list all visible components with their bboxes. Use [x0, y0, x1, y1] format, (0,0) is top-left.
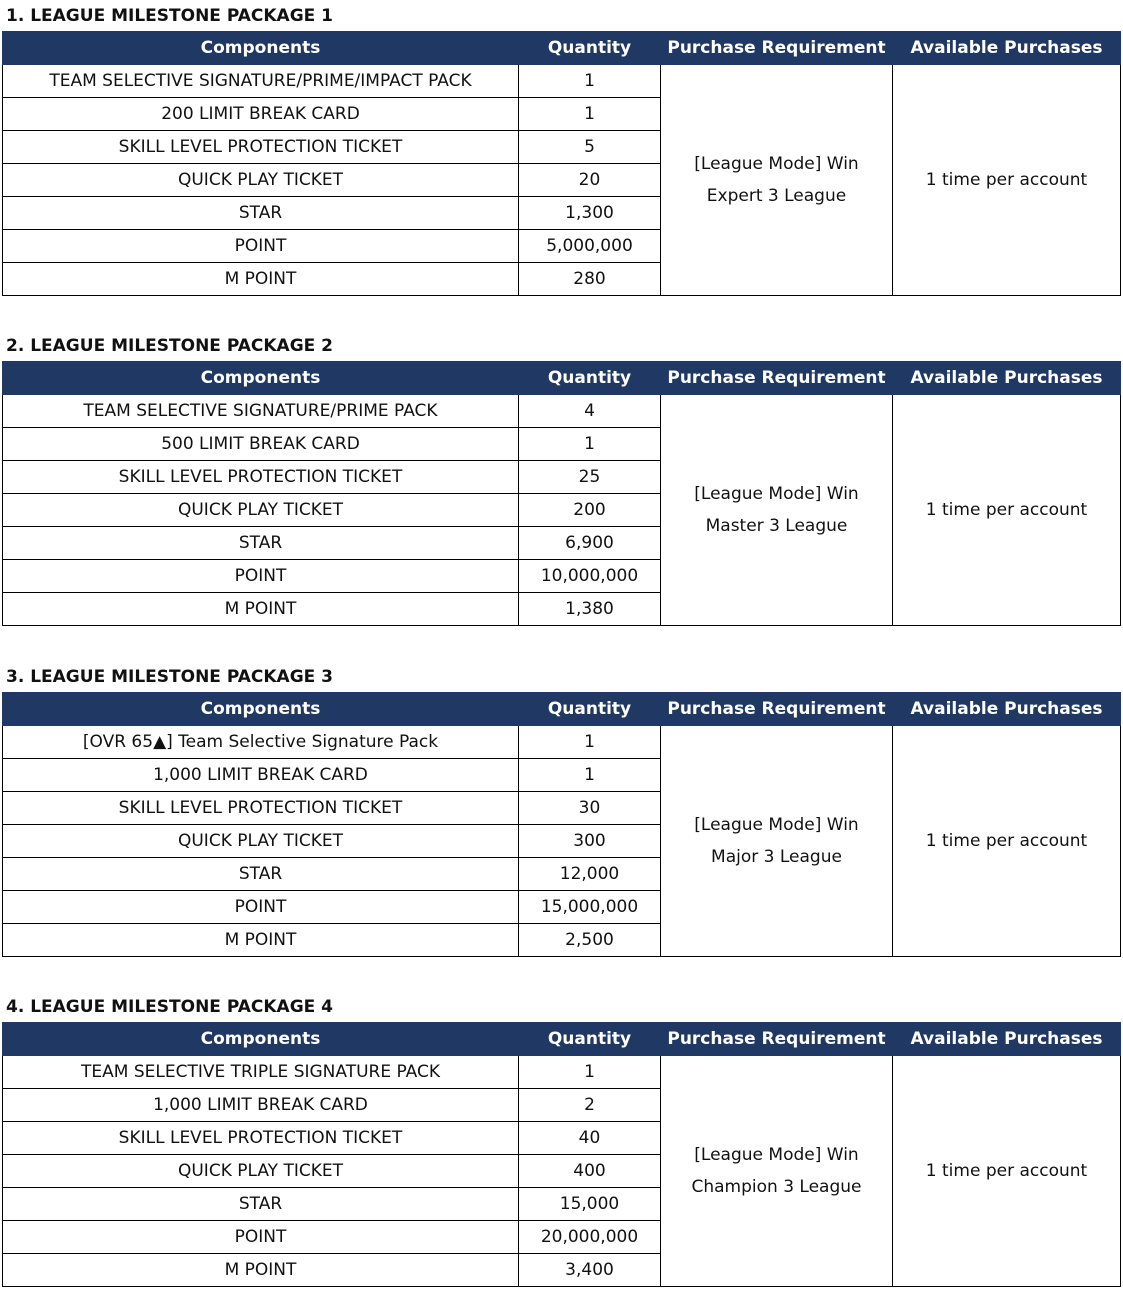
component-cell: SKILL LEVEL PROTECTION TICKET	[3, 1122, 519, 1155]
table-row	[3, 395, 1121, 428]
available-purchases-cell: 1 time per account	[893, 1056, 1121, 1287]
component-cell: SKILL LEVEL PROTECTION TICKET	[3, 461, 519, 494]
quantity-cell: 15,000,000	[519, 891, 661, 924]
component-cell: TEAM SELECTIVE TRIPLE SIGNATURE PACK	[3, 1056, 519, 1089]
component-cell: SKILL LEVEL PROTECTION TICKET	[3, 131, 519, 164]
header-purchase-requirement: Purchase Requirement	[661, 1023, 893, 1056]
component-cell: SKILL LEVEL PROTECTION TICKET	[3, 792, 519, 825]
package-title: 2. LEAGUE MILESTONE PACKAGE 2	[6, 336, 334, 356]
quantity-cell: 1	[519, 65, 661, 98]
requirement-line-2: Major 3 League	[711, 847, 842, 867]
quantity-cell: 20,000,000	[519, 1221, 661, 1254]
table-header-row	[3, 362, 1121, 395]
package-table	[2, 361, 1121, 626]
available-purchases-cell: 1 time per account	[893, 395, 1121, 626]
package-title: 3. LEAGUE MILESTONE PACKAGE 3	[6, 667, 334, 687]
quantity-cell: 20	[519, 164, 661, 197]
component-cell: QUICK PLAY TICKET	[3, 494, 519, 527]
available-purchases-cell: 1 time per account	[893, 65, 1121, 296]
component-cell: M POINT	[3, 1254, 519, 1287]
requirement-line-2: Champion 3 League	[691, 1177, 862, 1197]
requirement-line-1: [League Mode] Win	[694, 154, 859, 174]
package-table	[2, 1022, 1121, 1287]
header-quantity: Quantity	[519, 693, 661, 726]
component-cell: QUICK PLAY TICKET	[3, 1155, 519, 1188]
component-cell: 200 LIMIT BREAK CARD	[3, 98, 519, 131]
header-quantity: Quantity	[519, 362, 661, 395]
package-table	[2, 31, 1121, 296]
component-cell: POINT	[3, 891, 519, 924]
purchase-requirement-cell	[661, 726, 893, 957]
component-cell: TEAM SELECTIVE SIGNATURE/PRIME PACK	[3, 395, 519, 428]
quantity-cell: 1	[519, 1056, 661, 1089]
quantity-cell: 200	[519, 494, 661, 527]
requirement-line-2: Expert 3 League	[706, 186, 847, 206]
quantity-cell: 6,900	[519, 527, 661, 560]
component-cell: STAR	[3, 527, 519, 560]
table-row	[3, 726, 1121, 759]
quantity-cell: 400	[519, 1155, 661, 1188]
component-cell: POINT	[3, 560, 519, 593]
table-header-row	[3, 1023, 1121, 1056]
header-available-purchases: Available Purchases	[893, 362, 1121, 395]
package-title: 4. LEAGUE MILESTONE PACKAGE 4	[6, 997, 334, 1017]
requirement-line-2: Master 3 League	[705, 516, 848, 536]
component-cell: M POINT	[3, 593, 519, 626]
header-components: Components	[3, 1023, 519, 1056]
component-cell: 1,000 LIMIT BREAK CARD	[3, 759, 519, 792]
table-header-row	[3, 693, 1121, 726]
quantity-cell: 5	[519, 131, 661, 164]
quantity-cell: 1,380	[519, 593, 661, 626]
purchase-requirement-cell	[661, 395, 893, 626]
quantity-cell: 15,000	[519, 1188, 661, 1221]
quantity-cell: 12,000	[519, 858, 661, 891]
component-cell: 1,000 LIMIT BREAK CARD	[3, 1089, 519, 1122]
quantity-cell: 1	[519, 428, 661, 461]
quantity-cell: 2	[519, 1089, 661, 1122]
component-cell: POINT	[3, 1221, 519, 1254]
component-cell: M POINT	[3, 924, 519, 957]
table-row	[3, 1056, 1121, 1089]
component-cell: QUICK PLAY TICKET	[3, 825, 519, 858]
table-row	[3, 65, 1121, 98]
package-title: 1. LEAGUE MILESTONE PACKAGE 1	[6, 6, 334, 26]
quantity-cell: 2,500	[519, 924, 661, 957]
quantity-cell: 1,300	[519, 197, 661, 230]
purchase-requirement-cell	[661, 1056, 893, 1287]
requirement-line-1: [League Mode] Win	[694, 1145, 859, 1165]
header-purchase-requirement: Purchase Requirement	[661, 32, 893, 65]
component-cell: TEAM SELECTIVE SIGNATURE/PRIME/IMPACT PACK	[3, 65, 519, 98]
header-quantity: Quantity	[519, 1023, 661, 1056]
available-purchases-cell: 1 time per account	[893, 726, 1121, 957]
component-cell: STAR	[3, 858, 519, 891]
requirement-line-1: [League Mode] Win	[694, 815, 859, 835]
header-purchase-requirement: Purchase Requirement	[661, 693, 893, 726]
component-cell: STAR	[3, 197, 519, 230]
purchase-requirement-cell	[661, 65, 893, 296]
quantity-cell: 10,000,000	[519, 560, 661, 593]
table-header-row	[3, 32, 1121, 65]
header-available-purchases: Available Purchases	[893, 693, 1121, 726]
quantity-cell: 40	[519, 1122, 661, 1155]
quantity-cell: 25	[519, 461, 661, 494]
quantity-cell: 1	[519, 98, 661, 131]
quantity-cell: 5,000,000	[519, 230, 661, 263]
quantity-cell: 1	[519, 759, 661, 792]
component-cell: STAR	[3, 1188, 519, 1221]
requirement-line-1: [League Mode] Win	[694, 484, 859, 504]
quantity-cell: 1	[519, 726, 661, 759]
component-cell: [OVR 65▲] Team Selective Signature Pack	[3, 726, 519, 759]
quantity-cell: 30	[519, 792, 661, 825]
package-table	[2, 692, 1121, 957]
header-available-purchases: Available Purchases	[893, 32, 1121, 65]
component-cell: POINT	[3, 230, 519, 263]
component-cell: M POINT	[3, 263, 519, 296]
quantity-cell: 3,400	[519, 1254, 661, 1287]
component-cell: QUICK PLAY TICKET	[3, 164, 519, 197]
quantity-cell: 280	[519, 263, 661, 296]
header-components: Components	[3, 693, 519, 726]
quantity-cell: 300	[519, 825, 661, 858]
header-components: Components	[3, 362, 519, 395]
header-components: Components	[3, 32, 519, 65]
header-purchase-requirement: Purchase Requirement	[661, 362, 893, 395]
quantity-cell: 4	[519, 395, 661, 428]
component-cell: 500 LIMIT BREAK CARD	[3, 428, 519, 461]
header-available-purchases: Available Purchases	[893, 1023, 1121, 1056]
header-quantity: Quantity	[519, 32, 661, 65]
